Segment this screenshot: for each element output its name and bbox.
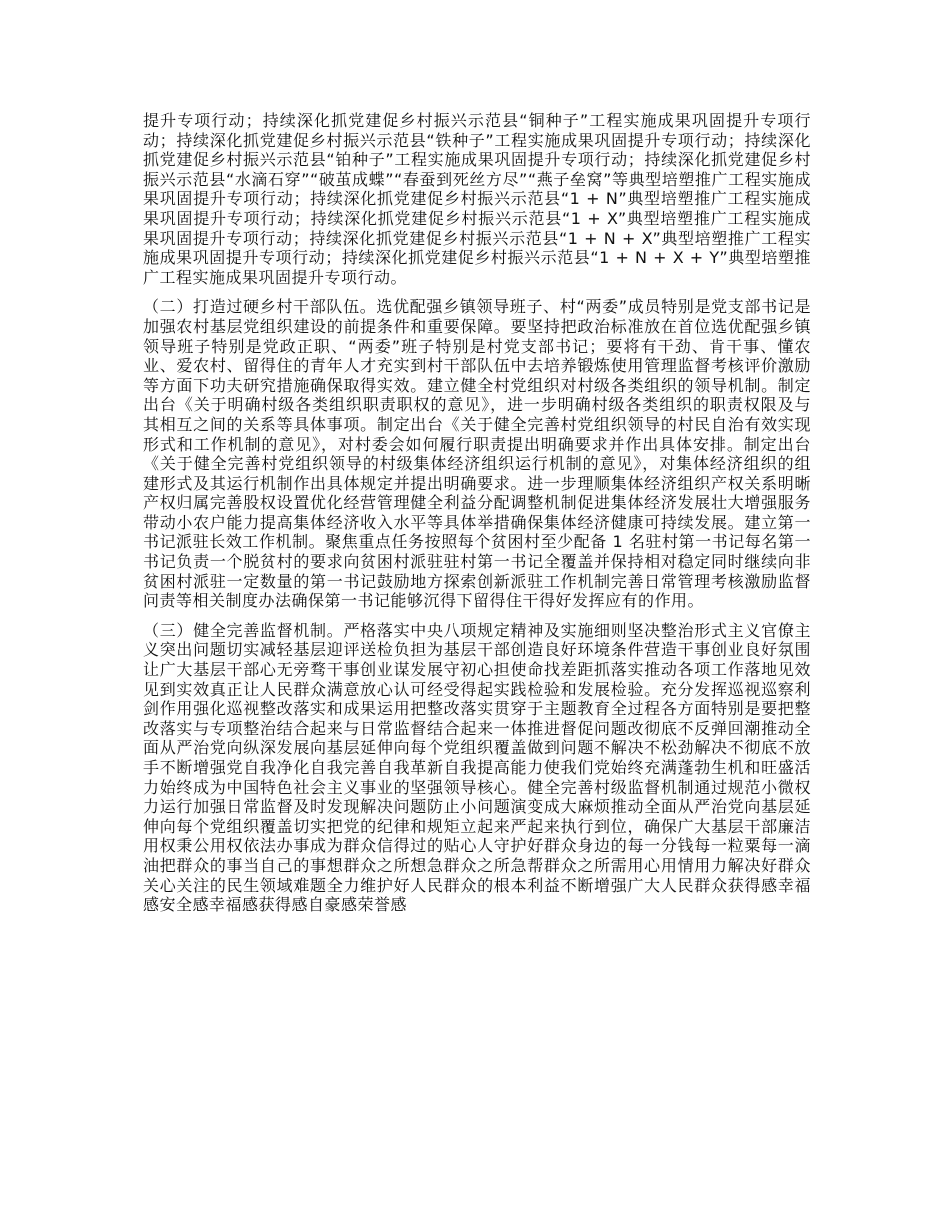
paragraph-2: （二）打造过硬乡村干部队伍。选优配强乡镇领导班子、村“两委”成员特别是党支部书记是加强农村基层党组织建设的前提条件和重要保障。要坚持把政治标准放在首位选优配强乡镇领导班子特别是党政正职、“两委”班子特别是村党支部书记；要将有干劲、肯干事、懂农业、爱农村、留得住的青年人才充实到村干部队伍中去培养锻炼使用管理监督考核评价激励等方面下功夫研究措施确保取得实效。建立健全村党组织对村级各类组织的领导机制。制定出台《关于明确村级各类组织职责职权的意见》，进一步明确村级各类组织的职责权限及与其相互之间的关系等具体事项。制定出台《关于健全完善村党组织领导的村民自治有效实现形式和工作机制的意见》，对村委会如何履行职责提出明确要求并作出具体安排。制定出台《关于健全完善村党组织领导的村级集体经济组织运行机制的意见》，对集体经济组织的组建形式及其运行机制作出具体规定并提出明确要求。进一步理顺集体经济组织产权关系明晰产权归属完善股权设置优化经营管理健全利益分配调整机制促进集体经济发展壮大增强服务带动小农户能力提高集体经济收入水平等具体举措确保集体经济健康可持续发展。建立第一书记派驻长效工作机制。聚焦重点任务按照每个贫困村至少配备 1 名驻村第一书记每名第一书记负责一个脱贫村的要求向贫困村派驻驻村第一书记全覆盖并保持相对稳定同时继续向非贫困村派驻一定数量的第一书记鼓励地方探索创新派驻工作机制完善日常管理考核激励监督问责等相关制度办法确保第一书记能够沉得下留得住干得好发挥应有的作用。 <box>143 297 811 611</box>
paragraph-3: （三）健全完善监督机制。严格落实中央八项规定精神及实施细则坚决整治形式主义官僚主义突出问题切实减轻基层迎评送检负担为基层干部创造良好环境条件营造干事创业良好氛围让广大基层干部心无旁骛干事创业谋发展守初心担使命找差距抓落实推动各项工作落地见效见到实效真正让人民群众满意放心认可经受得起实践检验和发展检验。充分发挥巡视巡察利剑作用强化巡视整改落实和成果运用把整改落实贯穿于主题教育全过程各方面特别是要把整改落实与专项整治结合起来与日常监督结合起来一体推进督促问题改彻底不反弹回潮推动全面从严治党向纵深发展向基层延伸向每个党组织覆盖做到问题不解决不松劲解决不彻底不放手不断增强党自我净化自我完善自我革新自我提高能力使我们党始终充满蓬勃生机和旺盛活力始终成为中国特色社会主义事业的坚强领导核心。健全完善村级监督机制通过规范小微权力运行加强日常监督及时发现解决问题防止小问题演变成大麻烦推动全面从严治党向基层延伸向每个党组织覆盖切实把党的纪律和规矩立起来严起来执行到位，确保广大基层干部廉洁用权秉公用权依法办事成为群众信得过的贴心人守护好群众身边的每一分钱每一粒粟每一滴油把群众的事当自己的事想群众之所想急群众之所急帮群众之所需用心用情用力解决好群众关心关注的民生领域难题全力维护好人民群众的根本利益不断增强广大人民群众获得感幸福感安全感幸福感获得感自豪感荣誉感 <box>143 620 811 915</box>
paragraph-1: 提升专项行动；持续深化抓党建促乡村振兴示范县“铜种子”工程实施成果巩固提升专项行动；持续深化抓党建促乡村振兴示范县“铁种子”工程实施成果巩固提升专项行动；持续深化抓党建促乡村振兴示范县“铂种子”工程实施成果巩固提升专项行动；持续深化抓党建促乡村振兴示范县“水滴石穿”“破茧成蝶”“春蚕到死丝方尽”“燕子垒窝”等典型培塑推广工程实施成果巩固提升专项行动；持续深化抓党建促乡村振兴示范县“1 + N”典型培塑推广工程实施成果巩固提升专项行动；持续深化抓党建促乡村振兴示范县“1 + X”典型培塑推广工程实施成果巩固提升专项行动；持续深化抓党建促乡村振兴示范县“1 + N + X”典型培塑推广工程实施成果巩固提升专项行动；持续深化抓党建促乡村振兴示范县“1 + N + X + Y”典型培塑推广工程实施成果巩固提升专项行动。 <box>143 111 811 287</box>
document-body <box>143 111 811 925</box>
